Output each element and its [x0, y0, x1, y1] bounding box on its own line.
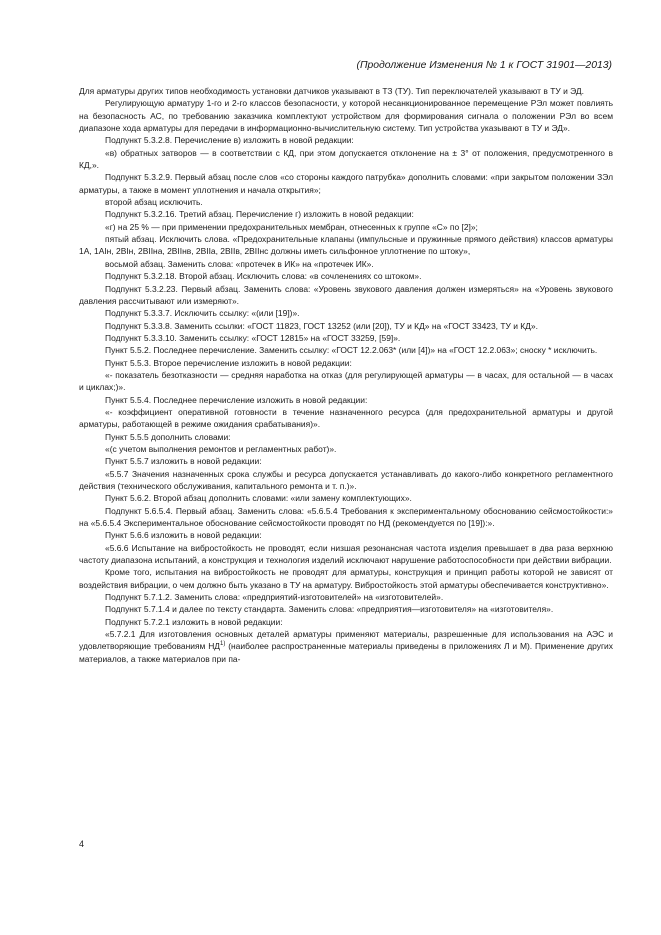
paragraph: «5.5.7 Значения назначенных срока службы и ресурса допускается устанавливать до какого-либо конкретного регламентного действия (технического обслуживания, капитального ремонта и т. п.)». — [79, 468, 613, 491]
paragraph: Подпункт 5.3.2.16. Третий абзац. Перечисление г) изложить в новой редакции: — [105, 209, 414, 220]
paragraph: «- показатель безотказности — средняя наработка на отказ (для регулирующей арматуры — в часах, для остальной — в часах и циклах;)». — [79, 369, 613, 393]
paragraph: Подпункт 5.3.2.8. Перечисление в) изложить в новой редакции: — [105, 135, 354, 146]
paragraph-text-end: (наиболее распространенные материалы приведены в приложениях Л и М). Применение других материалов, а также материалов при па- — [79, 641, 613, 664]
paragraph: второй абзац исключить. — [105, 197, 203, 208]
paragraph: Пункт 5.5.2. Последнее перечисление. Заменить ссылку: «ГОСТ 12.2.063* (или [4])» на «ГОСТ 12.2.063»; сноску * исключить. — [105, 345, 598, 356]
paragraph: Подпункт 5.3.3.10. Заменить ссылку: «ГОСТ 12815» на «ГОСТ 33259, [59]». — [105, 332, 401, 343]
paragraph: Подпункт 5.3.2.9. Первый абзац после слов «со стороны каждого патрубка» дополнить словами: «при закрытом положении ЗЭл арматуры, а также в момент уплотнения и начала открытия»; — [79, 172, 613, 195]
paragraph: «5.6.6 Испытание на вибростойкость не проводят, если низшая резонансная частота изделия превышает в два раза верхнюю частоту диапазона испытаний, а конструкция и технология изделий исключают нарушение работоспособности при действии вибрации. — [79, 542, 613, 566]
paragraph: Подпункт 5.7.2.1 изложить в новой редакции: — [105, 616, 283, 627]
paragraph: восьмой абзац. Заменить слова: «протечек в ИК» на «протечек ИК». — [105, 258, 374, 269]
footnote-marker: 1) — [220, 641, 226, 648]
paragraph: пятый абзац. Исключить слова. «Предохранительные клапаны (импульсные и пружинные прямого действия) классов арматуры 1А, 1АIн, 2ВIн, 2ВIIна, 2ВIIнв, 2ВIIа, 2ВIIв, 2ВIIнс должны иметь сильфонное уплотнение по штоку», — [79, 234, 613, 257]
paragraph: Подпункт 5.7.1.2. Заменить слова: «предприятий-изготовителей» на «изготовителей». — [105, 592, 444, 603]
paragraph: Подпункт 5.3.3.8. Заменить ссылки: «ГОСТ 11823, ГОСТ 13252 (или [20]), ТУ и КД» на «ГОСТ 33423, ТУ и КД». — [105, 320, 538, 331]
paragraph: «(с учетом выполнения ремонтов и регламентных работ)». — [105, 443, 337, 454]
paragraph: Кроме того, испытания на вибростойкость не проводят для арматуры, конструкция и принцип работы которой не зависят от воздействия вибрации, о чем должно быть указано в ТУ на арматуру. Вибростойкость этой арматуры обеспечивается конструктивно». — [79, 567, 613, 590]
paragraph-text-start: «5.7.2.1 Для изготовления основных деталей арматуры применяют материалы, разрешенные для использования на АЭС и удовлетворяющие требованиям НД — [79, 629, 613, 652]
paragraph: «г) на 25 % — при применении предохранительных мембран, отнесенных к группе «С» по [2]»; — [105, 221, 478, 232]
paragraph: Пункт 5.5.7 изложить в новой редакции: — [105, 456, 262, 467]
paragraph: Для арматуры других типов необходимость установки датчиков указывают в ТЗ (ТУ). Тип переключателей указывают в ТУ и ЭД. — [79, 86, 584, 96]
paragraph: Подпункт 5.6.5.4. Первый абзац. Заменить слова: «5.6.5.4 Требования к экспериментальному обоснованию сейсмостойкости:» на «5.6.5.4 Экспериментальное обоснование сейсмостойкости проводят по НД (рекомендуется по [19]):». — [79, 505, 613, 529]
paragraph: «- коэффициент оперативной готовности в течение назначенного ресурса (для предохранительной арматуры и другой арматуры, работающей в режиме ожидания срабатывания)». — [79, 406, 613, 430]
paragraph: Пункт 5.6.6 изложить в новой редакции: — [105, 530, 262, 541]
paragraph: Подпункт 5.3.2.18. Второй абзац. Исключить слова: «в сочленениях со штоком». — [105, 271, 422, 282]
paragraph: Подпункт 5.3.3.7. Исключить ссылку: «(или [19])». — [105, 308, 300, 319]
paragraph: Пункт 5.5.4. Последнее перечисление изложить в новой редакции: — [105, 394, 368, 405]
paragraph: Регулирующую арматуру 1-го и 2-го классов безопасности, у которой несанкционированное перемещение РЭл может повлиять на безопасность АС, по требованию заказчика комплектуют устройством для формирования сигнала о положении РЭл во всем диапазоне хода арматуры для передачи в информационно-вычислительную систему. Тип устройства указывают в ТУ и ЭД». — [79, 98, 613, 134]
running-header: (Продолжение Изменения № 1 к ГОСТ 31901—2013) — [356, 60, 612, 71]
document-body — [79, 85, 613, 665]
paragraph: «в) обратных затворов — в соответствии с КД, при этом допускается отклонение на ± 3° от положения, предусмотренного в КД,». — [79, 147, 613, 171]
paragraph: Подпункт 5.3.2.23. Первый абзац. Заменить слова: «Уровень звукового давления должен измеряться» на «Уровень звукового давления рассчитывают или измеряют». — [79, 283, 613, 306]
paragraph: Подпункт 5.7.1.4 и далее по тексту стандарта. Заменить слова: «предприятия—изготовителя» на «изготовителя». — [105, 604, 554, 615]
paragraph: Пункт 5.5.5 дополнить словами: — [105, 431, 231, 442]
page-number: 4 — [79, 839, 85, 849]
paragraph: Пункт 5.5.3. Второе перечисление изложить в новой редакции: — [105, 357, 352, 368]
paragraph — [79, 628, 613, 665]
paragraph: Пункт 5.6.2. Второй абзац дополнить словами: «или замену комплектующих». — [105, 493, 412, 504]
